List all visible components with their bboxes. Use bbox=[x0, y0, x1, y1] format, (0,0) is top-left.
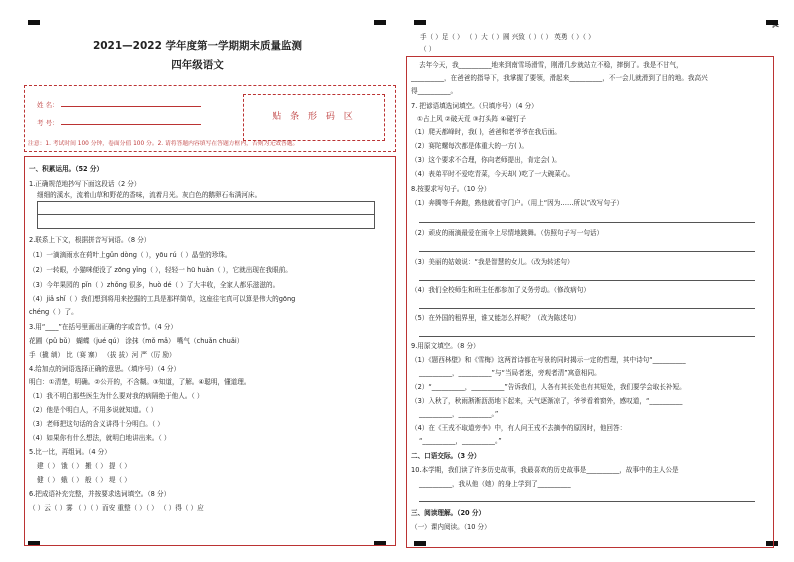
question-5: 5.比一比，再组词。（4 分） bbox=[29, 448, 111, 456]
question-2-3: （3）今年果园的 pǐn（ ）zhǒnɡ 很多，huò dé（ ）了大丰收，全家人都乐滋滋的。 bbox=[29, 281, 280, 289]
question-4-2: （2）他是个明白人，不用多说就知道。（ ） bbox=[29, 406, 158, 414]
question-2-4b: chénɡ（ ）了。 bbox=[29, 308, 78, 316]
question-10b: __________，我从他（她）的身上学到了__________ bbox=[419, 480, 571, 488]
question-5-row1: 建（ ） 饿（ ） 搬（ ） 提（ ） bbox=[37, 462, 131, 470]
section-heading: 一、积累运用。（52 分） bbox=[29, 165, 104, 173]
question-7-3: （3）这个要求不合理，你向老师提出，肯定会( )。 bbox=[411, 156, 561, 164]
question-2: 2.联系上下文，根据拼音写词语。（8 分） bbox=[29, 236, 151, 244]
question-9-1b: __________，__________”与“当局者迷，旁观者清”寓意相同。 bbox=[419, 369, 601, 377]
question-4-1: （1）我不明白那些医生为什么要对我的病隔绝于他人。（ ） bbox=[29, 392, 204, 400]
copy-writing-area[interactable] bbox=[37, 201, 375, 229]
question-4-4: （4）如果你有什么想法，就明白地讲出来。（ ） bbox=[29, 434, 171, 442]
left-answer-box bbox=[24, 156, 396, 546]
question-8-5: （5）在外国的租界里，谁又能怎么样呢？（改为陈述句） bbox=[411, 314, 581, 322]
para-line-2: __________，在爸爸的指导下，我掌握了要领，滑起来__________，不一会儿就滑到了目的地。我高兴 bbox=[411, 74, 708, 82]
question-2-2: （2）一转眼，小猫咪便没了 zōnɡ yǐnɡ（ ），轻轻一 hū huàn（ ），它就出现在我眼前。 bbox=[29, 266, 292, 274]
question-9: 9.用原文填空。（8 分） bbox=[411, 342, 480, 350]
exam-title: 2021—2022 学年度第一学期期末质量监测 bbox=[92, 40, 303, 52]
answer-line[interactable] bbox=[419, 308, 755, 309]
question-9-2: （2）“__________，__________”告诉我们，人各有其长处也有其短处，我们要学会取长补短。 bbox=[411, 383, 686, 391]
right-answer-box bbox=[406, 56, 774, 548]
registration-mark bbox=[414, 20, 426, 25]
question-2-1: （1）一滴滴雨水在荷叶上ɡǔn dònɡ（ ），yōu rú（ ）晶莹的珍珠。 bbox=[29, 251, 232, 259]
question-7: 7. 把谚语填选词填空。（只填序号）（4 分） bbox=[411, 102, 538, 110]
student-info-box bbox=[24, 85, 396, 152]
question-3-row1: 花圃（pǔ bǔ） 蝴蝶（jué qú） 涂抹（mǒ mǎ） 嘴气（chuǎn chuǎi） bbox=[29, 337, 244, 345]
question-3: 3.用“____”在括号里画出正确的字或音节。（4 分） bbox=[29, 323, 177, 331]
question-1: 1.正确规范地抄写下面这段话（2 分） bbox=[29, 180, 141, 188]
answer-line[interactable] bbox=[419, 251, 755, 252]
question-5-row2: 健（ ） 蛾（ ） 般（ ） 堤（ ） bbox=[37, 476, 131, 484]
question-2-4: （4）jiǎ shǐ（ ）我们想到将用来挖掘的工具是那样简单，这座往宅真可以算是伟大的ɡōnɡ bbox=[29, 295, 296, 303]
copy-text: 细细的溪水，流着山草和野花的香味，流着月光。灰白色的鹅卵石布满河床。 bbox=[37, 191, 262, 199]
id-field[interactable] bbox=[61, 124, 201, 125]
section-heading: 三、阅读理解。（20 分） bbox=[411, 509, 486, 517]
question-8-2: （2）顽皮的雨滴最爱在雨伞上尽情地跳舞。（仿照句子写一句话） bbox=[411, 229, 604, 237]
scissor-icon: ✂ bbox=[772, 22, 780, 32]
question-7-options: ①占上风 ②破天荒 ③打头阵 ④碰钉子 bbox=[417, 115, 527, 123]
idiom-row-2: （ ） bbox=[420, 45, 436, 53]
question-4-options: 明白：①清楚，明确。②公开的，不含糊。③知道，了解。④聪明，懂道理。 bbox=[29, 378, 251, 386]
question-9-4b: “__________，__________。” bbox=[419, 437, 502, 445]
question-9-3: （3）入秋了，秋雨淅淅沥沥地下起来，天气逐渐凉了，爷爷看着窗外，感叹道，“__________ bbox=[411, 397, 683, 405]
barcode-sticker-area: 贴 条 形 码 区 bbox=[243, 94, 385, 141]
question-7-4: （4）表弟平时不爱吃青菜，今天却( )吃了一大碗菜心。 bbox=[411, 170, 575, 178]
answer-line[interactable] bbox=[419, 501, 755, 502]
name-label: 姓 名： bbox=[37, 101, 59, 109]
para-line-1: 去年今天，我__________地来到南雪场滑雪，刚滑几步就站立不稳，摔倒了。我是不甘气， bbox=[419, 61, 683, 69]
answer-line[interactable] bbox=[419, 280, 755, 281]
question-8-3: （3）美丽的姑娘说：“我是智慧的女儿。（改为转述句） bbox=[411, 258, 574, 266]
question-10: 10.本学期，我们读了许多历史故事，我最喜欢的历史故事是__________，故事中的主人公是 bbox=[411, 466, 679, 474]
id-label: 考 号： bbox=[37, 119, 59, 127]
question-4-3: （3）老师把这句话的含义讲得十分明白。（ ） bbox=[29, 420, 164, 428]
answer-line[interactable] bbox=[419, 336, 755, 337]
exam-subtitle: 四年级语文 bbox=[171, 59, 224, 71]
exam-notice: 注意：1. 考试时间 100 分钟，卷面分值 100 分。2. 请将答题内容填写在答题方框内，否则为无效答题。 bbox=[28, 141, 299, 147]
question-4: 4.给加点的词语选择正确的意思。（填序号）（4 分） bbox=[29, 365, 181, 373]
name-field[interactable] bbox=[61, 106, 201, 107]
question-8-4: （4）我们全校师生和班主任都参加了义务劳动。（修改病句） bbox=[411, 286, 590, 294]
para-line-3: 得__________。 bbox=[411, 87, 458, 95]
question-6-row: （ ）云（ ）雾 （ ）（ ）而安 重整（ ）（ ） （ ）得（ ）应 bbox=[29, 504, 204, 512]
question-6: 6.把成语补充完整，并按要求选词填空。（8 分） bbox=[29, 490, 171, 498]
subsection-heading: （一）课内阅读。（10 分） bbox=[411, 523, 491, 531]
question-8-1: （1）奔腾等千奔跑，熟他就看守门户。（用上“因为……所以”改写句子） bbox=[411, 199, 624, 207]
registration-mark bbox=[374, 20, 386, 25]
question-8: 8.按要求写句子。（10 分） bbox=[411, 185, 491, 193]
question-7-2: （2）赛陀螺每次都是体重大的一方( )。 bbox=[411, 142, 528, 150]
question-9-4: （4）在《王戎不取道旁李》中，有人问王戎不去摘李的原因时，他回答： bbox=[411, 424, 627, 432]
question-9-1: （1）《题西林壁》和《雪梅》这两首诗都在写景的同时揭示一定的哲理，其中诗句“__________ bbox=[411, 356, 686, 364]
idiom-row: 手（ ）足（ ） （ ）大（ ）圆 兴致（ ）（ ） 英勇（ ）（ ） bbox=[420, 33, 595, 41]
question-9-3b: __________，__________。” bbox=[419, 410, 499, 418]
question-7-1: （1）爬天都峰时，我( )，爸爸和老爷爷在我后面。 bbox=[411, 128, 561, 136]
section-heading: 二、口语交际。（3 分） bbox=[411, 452, 481, 460]
answer-line[interactable] bbox=[419, 222, 755, 223]
registration-mark bbox=[28, 20, 40, 25]
question-3-row2: 手（撬 绱） 比（赛 寨） （拔 拔）河 严（厉 励） bbox=[29, 351, 176, 359]
